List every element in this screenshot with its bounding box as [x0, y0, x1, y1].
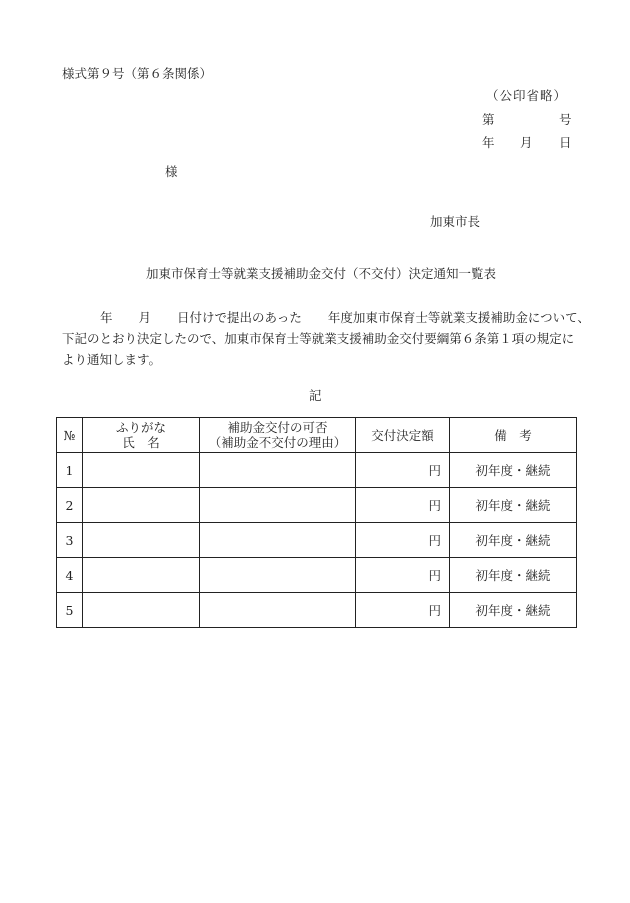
body-year-label: 年 — [100, 310, 113, 325]
doc-number-prefix: 第 — [482, 112, 495, 127]
header-full-name: 氏 名 — [122, 435, 160, 450]
amount-cell: 円 — [356, 593, 450, 628]
doc-number-suffix: 号 — [559, 112, 572, 127]
row-number: 4 — [57, 558, 83, 593]
seal-omitted-note: （公印省略） — [486, 88, 568, 103]
date-day-label: 日 — [559, 135, 572, 150]
body-line-3: より通知します。 — [62, 352, 162, 367]
name-cell[interactable] — [83, 558, 200, 593]
decision-cell[interactable] — [200, 593, 356, 628]
remarks-cell: 初年度・継続 — [450, 488, 577, 523]
row-number: 2 — [57, 488, 83, 523]
name-cell[interactable] — [83, 593, 200, 628]
remarks-cell: 初年度・継続 — [450, 558, 577, 593]
name-cell[interactable] — [83, 488, 200, 523]
decision-cell[interactable] — [200, 453, 356, 488]
amount-cell: 円 — [356, 453, 450, 488]
name-cell[interactable] — [83, 453, 200, 488]
header-reason-label: （補助金不交付の理由） — [208, 435, 347, 450]
ki-label: 記 — [309, 388, 322, 403]
header-remarks: 備 考 — [450, 418, 577, 453]
amount-cell: 円 — [356, 488, 450, 523]
body-text — [62, 307, 590, 370]
amount-cell: 円 — [356, 523, 450, 558]
amount-cell: 円 — [356, 558, 450, 593]
body-line-2: 下記のとおり決定したので、加東市保育士等就業支援補助金交付要綱第６条第１項の規定に — [62, 331, 575, 346]
date-year-label: 年 — [482, 135, 495, 150]
issuer-name: 加東市長 — [430, 214, 481, 229]
row-number: 3 — [57, 523, 83, 558]
date-month-label: 月 — [520, 135, 533, 150]
body-fiscal-year-text: 年度加東市保育士等就業支援補助金について、 — [327, 310, 590, 325]
header-amount: 交付決定額 — [356, 418, 450, 453]
table-row — [57, 523, 577, 558]
form-number: 様式第９号（第６条関係） — [62, 66, 213, 81]
header-furigana: ふりがな — [115, 420, 166, 435]
body-line-1 — [62, 307, 590, 328]
row-number: 5 — [57, 593, 83, 628]
body-month-label: 月 — [138, 310, 152, 325]
name-cell[interactable] — [83, 523, 200, 558]
row-number: 1 — [57, 453, 83, 488]
remarks-cell: 初年度・継続 — [450, 523, 577, 558]
table-row — [57, 593, 577, 628]
header-decision-label: 補助金交付の可否 — [227, 420, 328, 435]
header-no: № — [57, 418, 83, 453]
decision-cell[interactable] — [200, 488, 356, 523]
decision-cell[interactable] — [200, 558, 356, 593]
table-row — [57, 558, 577, 593]
header-name — [83, 418, 200, 453]
remarks-cell: 初年度・継続 — [450, 453, 577, 488]
header-decision — [200, 418, 356, 453]
decision-cell[interactable] — [200, 523, 356, 558]
remarks-cell: 初年度・継続 — [450, 593, 577, 628]
addressee-suffix: 様 — [165, 164, 178, 179]
body-submission-text: 日付けで提出のあった — [177, 310, 302, 325]
table-header-row — [57, 418, 577, 453]
document-title: 加東市保育士等就業支援補助金交付（不交付）決定通知一覧表 — [146, 266, 497, 281]
table-row — [57, 488, 577, 523]
decision-table — [56, 417, 577, 628]
table-row — [57, 453, 577, 488]
